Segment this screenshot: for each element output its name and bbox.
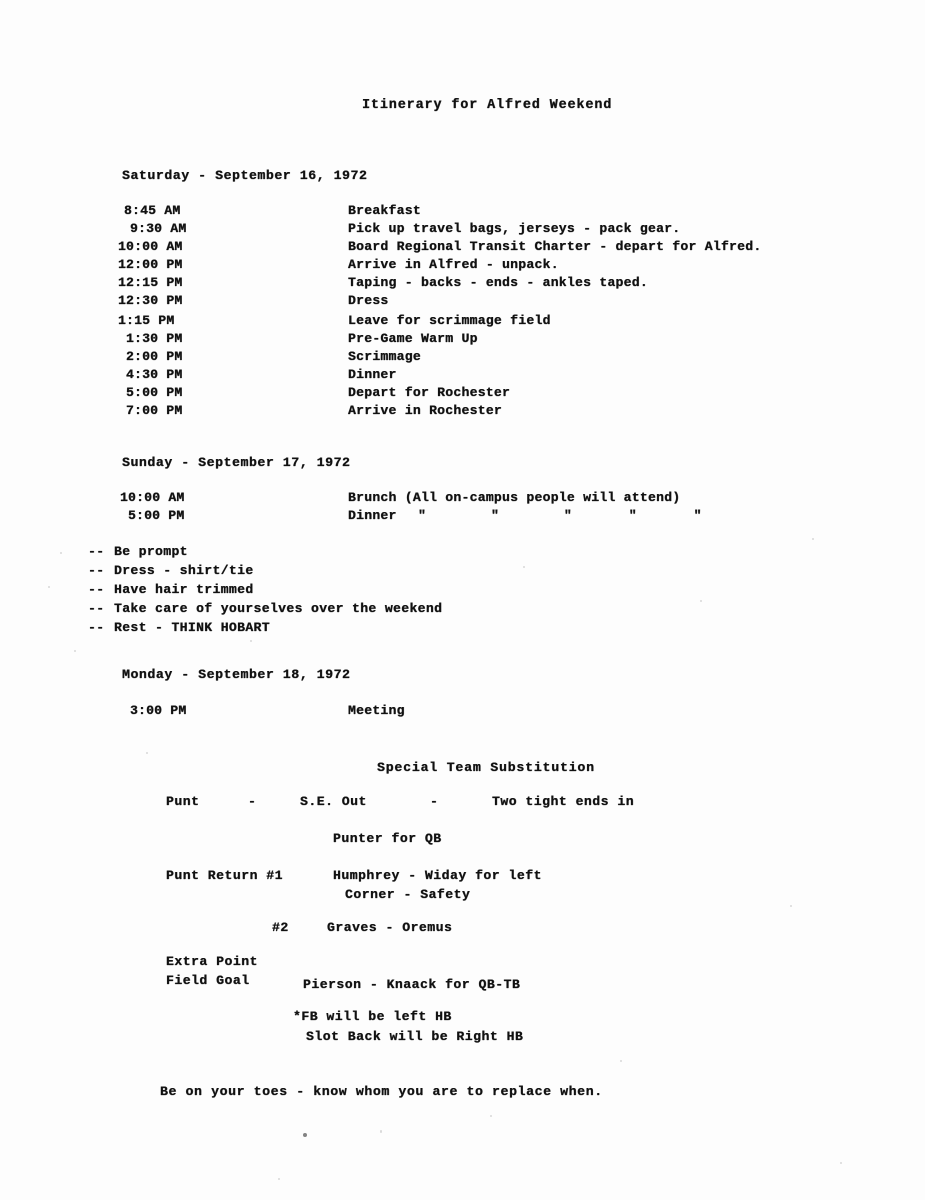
schedule-time: 8:45 AM	[124, 203, 181, 218]
schedule-description: Brunch (All on-campus people will attend)	[348, 490, 681, 505]
kick-note-1: *FB will be left HB	[293, 1009, 452, 1024]
ditto-marks: " " " " "	[418, 508, 702, 523]
schedule-description: Arrive in Alfred - unpack.	[348, 257, 559, 272]
scan-speckle	[700, 600, 702, 602]
schedule-description: Dinner	[348, 508, 397, 523]
scan-speckle	[523, 566, 525, 568]
schedule-description: Board Regional Transit Charter - depart for Alfred.	[348, 239, 762, 254]
reminder-dash: --	[88, 620, 105, 635]
schedule-time: 5:00 PM	[126, 385, 183, 400]
punt-return-label-2: #2	[272, 920, 289, 935]
day-heading-monday: Monday - September 18, 1972	[122, 667, 351, 682]
list-item: Have hair trimmed	[114, 582, 254, 597]
scan-speckle	[840, 1162, 842, 1164]
reminder-dash: --	[88, 544, 105, 559]
punt-dash-2: -	[430, 794, 439, 809]
schedule-time: 12:15 PM	[118, 275, 183, 290]
punt-return-line-3: Graves - Oremus	[327, 920, 453, 935]
scan-speckle	[146, 752, 148, 754]
page-title: Itinerary for Alfred Weekend	[362, 98, 613, 113]
scan-speckle	[812, 538, 814, 540]
punt-return-line-2: Corner - Safety	[345, 887, 471, 902]
scan-speckle	[278, 1178, 280, 1180]
list-item: Be prompt	[114, 544, 188, 559]
punt-return-label: Punt Return #1	[166, 868, 284, 883]
schedule-description: Taping - backs - ends - ankles taped.	[348, 275, 648, 290]
kick-assignment-text: Pierson - Knaack for QB-TB	[303, 977, 521, 992]
scan-speckle	[790, 905, 792, 907]
schedule-description: Scrimmage	[348, 349, 421, 364]
scan-speckle	[60, 552, 62, 554]
reminder-dash: --	[88, 563, 105, 578]
kick-note-2: Slot Back will be Right HB	[306, 1029, 524, 1044]
scan-speckle	[303, 1133, 307, 1137]
schedule-time: 1:15 PM	[118, 313, 175, 328]
schedule-time: 12:30 PM	[118, 293, 183, 308]
schedule-time: 10:00 AM	[120, 490, 185, 505]
list-item: Take care of yourselves over the weekend	[114, 601, 443, 616]
schedule-description: Breakfast	[348, 203, 421, 218]
day-heading-sunday: Sunday - September 17, 1972	[122, 455, 351, 470]
day-heading-saturday: Saturday - September 16, 1972	[122, 168, 368, 183]
schedule-time: 1:30 PM	[126, 331, 183, 346]
reminder-dash: --	[88, 582, 105, 597]
schedule-description: Pre-Game Warm Up	[348, 331, 478, 346]
punt-label: Punt	[166, 794, 200, 809]
scan-speckle	[380, 1130, 382, 1133]
schedule-description: Depart for Rochester	[348, 385, 511, 400]
scan-speckle	[74, 650, 76, 652]
punt-column-1: S.E. Out	[300, 794, 367, 809]
schedule-time: 5:00 PM	[128, 508, 185, 523]
punt-sub-note: Punter for QB	[333, 831, 442, 846]
schedule-description: Arrive in Rochester	[348, 403, 503, 418]
scan-speckle	[490, 1115, 492, 1117]
schedule-time: 3:00 PM	[130, 703, 187, 718]
punt-return-line-1: Humphrey - Widay for left	[333, 868, 542, 883]
schedule-description: Dress	[348, 293, 389, 308]
punt-dash-1: -	[248, 794, 257, 809]
section-heading-special-teams: Special Team Substitution	[377, 760, 595, 775]
schedule-time: 4:30 PM	[126, 367, 183, 382]
schedule-time: 12:00 PM	[118, 257, 183, 272]
field-goal-label: Field Goal	[166, 973, 250, 988]
footer-note: Be on your toes - know whom you are to replace when.	[160, 1084, 603, 1099]
scan-speckle	[250, 640, 252, 642]
schedule-time: 10:00 AM	[118, 239, 183, 254]
schedule-description: Dinner	[348, 367, 397, 382]
scan-speckle	[620, 1060, 622, 1062]
reminder-dash: --	[88, 601, 105, 616]
scan-speckle	[48, 586, 50, 588]
punt-column-2: Two tight ends in	[492, 794, 635, 809]
list-item: Dress - shirt/tie	[114, 563, 254, 578]
schedule-description: Meeting	[348, 703, 405, 718]
schedule-description: Leave for scrimmage field	[348, 313, 551, 328]
extra-point-label: Extra Point	[166, 954, 258, 969]
list-item: Rest - THINK HOBART	[114, 620, 270, 635]
schedule-time: 9:30 AM	[130, 221, 187, 236]
schedule-time: 7:00 PM	[126, 403, 183, 418]
schedule-description: Pick up travel bags, jerseys - pack gear.	[348, 221, 681, 236]
schedule-time: 2:00 PM	[126, 349, 183, 364]
